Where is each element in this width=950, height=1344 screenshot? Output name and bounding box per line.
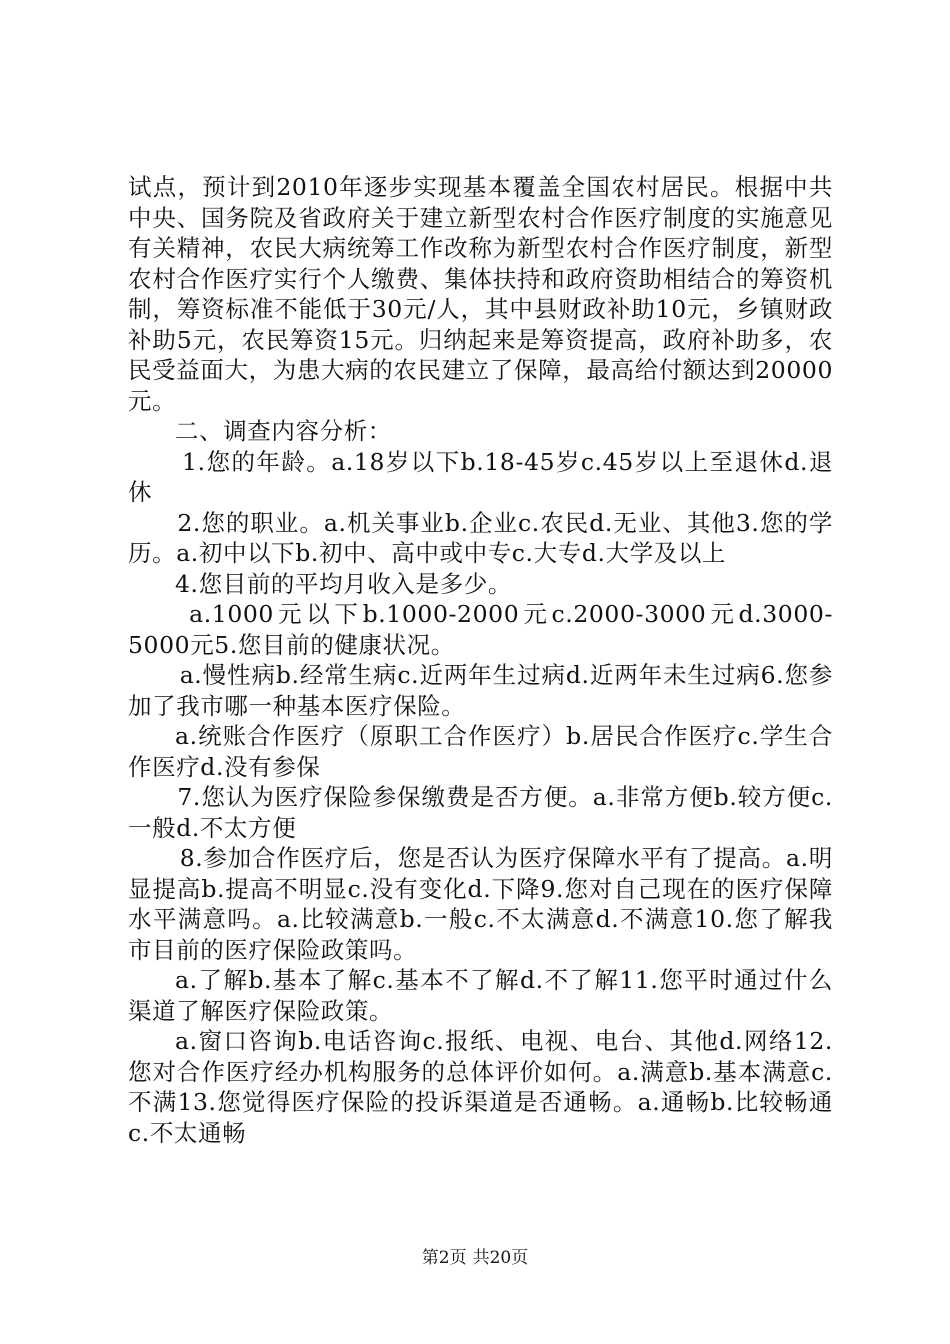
paragraph-question-5-options: a.慢性病b.经常生病c.近两年生过病d.近两年未生过病6.您参加了我市哪一种基本医疗保险。 [128, 661, 833, 720]
paragraph-section-heading: 二、调查内容分析： [175, 417, 392, 445]
paragraph-question-7: 7.您认为医疗保险参保缴费是否方便。a.非常方便b.较方便c.一般d.不太方便 [128, 783, 833, 842]
paragraph-question-11-13: a.窗口咨询b.电话咨询c.报纸、电视、电台、其他d.网络12.您对合作医疗经办机构服务的总体评价如何。a.满意b.基本满意c.不满13.您觉得医疗保险的投诉渠道是否通畅。a.通畅b.比较畅通c.不太通畅 [128, 1027, 833, 1147]
page-total: 共20页 [472, 1248, 529, 1268]
page-footer [0, 1243, 950, 1268]
paragraph-intro: 试点，预计到2010年逐步实现基本覆盖全国农村居民。根据中共中央、国务院及省政府关于建立新型农村合作医疗制度的实施意见有关精神，农民大病统筹工作改称为新型农村合作医疗制度，新型农村合作医疗实行个人缴费、集体扶持和政府资助相结合的筹资机制，筹资标准不能低于30元/人，其中县财政补助10元，乡镇财政补助5元，农民筹资15元。归纳起来是筹资提高，政府补助多，农民受益面大，为患大病的农民建立了保障，最高给付额达到20000元。 [128, 173, 833, 415]
page-number: 第2页 [421, 1248, 467, 1268]
paragraph-question-8-10: 8.参加合作医疗后，您是否认为医疗保障水平有了提高。a.明显提高b.提高不明显c.没有变化d.下降9.您对自己现在的医疗保障水平满意吗。a.比较满意b.一般c.不太满意d.不满意10.您了解我市目前的医疗保险政策吗。 [128, 844, 833, 964]
document-body [128, 172, 833, 1148]
paragraph-question-4: 4.您目前的平均月收入是多少。 [175, 569, 512, 598]
paragraph-question-4-options: a.1000元以下b.1000-2000元c.2000-3000元d.3000-5000元5.您目前的健康状况。 [128, 600, 833, 659]
paragraph-question-2-3: 2.您的职业。a.机关事业b.企业c.农民d.无业、其他3.您的学历。a.初中以下b.初中、高中或中专c.大专d.大学及以上 [128, 508, 833, 567]
paragraph-question-10-11: a.了解b.基本了解c.基本不了解d.不了解11.您平时通过什么渠道了解医疗保险政策。 [128, 966, 833, 1025]
paragraph-question-6-options: a.统账合作医疗（原职工合作医疗）b.居民合作医疗c.学生合作医疗d.没有参保 [128, 722, 833, 781]
paragraph-question-1: 1.您的年龄。a.18岁以下b.18-45岁c.45岁以上至退休d.退休 [128, 447, 833, 506]
